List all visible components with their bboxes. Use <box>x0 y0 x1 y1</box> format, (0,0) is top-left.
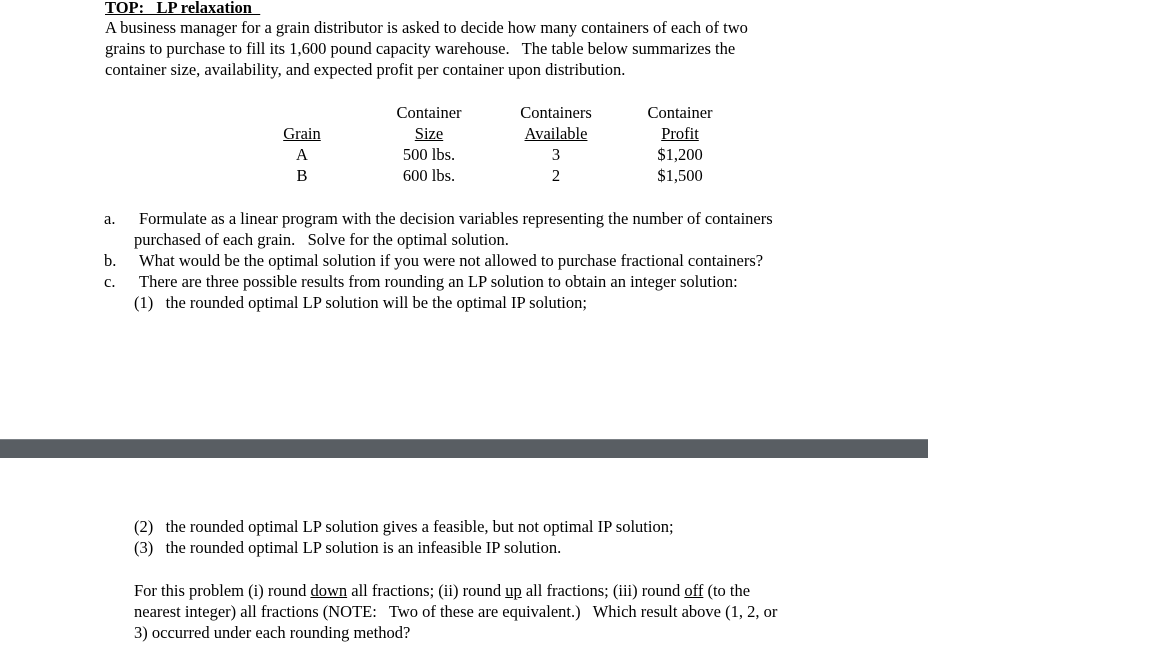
round-off-term: off <box>684 581 704 600</box>
size-column <box>379 102 479 186</box>
question-a-label: a. <box>104 209 116 228</box>
intro-paragraph <box>105 17 748 80</box>
question-b-label: b. <box>104 251 117 270</box>
page-divider-bar <box>0 439 928 458</box>
size-cell: 500 lbs. <box>402 145 456 164</box>
profit-cell: $1,500 <box>657 166 703 185</box>
intro-line: container size, availability, and expected profit per container upon distribution. <box>105 60 626 79</box>
intro-line: grains to purchase to fill its 1,600 pound capacity warehouse. The table below summarizes the <box>105 39 736 58</box>
size-header-bottom: Size <box>414 124 444 143</box>
grain-column <box>272 123 332 186</box>
size-cell: 600 lbs. <box>402 166 456 185</box>
available-cell: 2 <box>551 166 561 185</box>
result-item-3: (3) the rounded optimal LP solution is an infeasible IP solution. <box>134 538 562 557</box>
rounding-paragraph-line: nearest integer) all fractions (NOTE: Two of these are equivalent.) Which result above (1, 2, or <box>134 602 778 621</box>
result-item-1: (1) the rounded optimal LP solution will be the optimal IP solution; <box>134 293 587 312</box>
question-b-text: What would be the optimal solution if you were not allowed to purchase fractional containers? <box>139 251 764 270</box>
profit-header-top: Container <box>647 103 713 122</box>
profit-header-bottom: Profit <box>661 124 699 143</box>
rounding-text: all fractions; (iii) round <box>521 581 685 600</box>
available-column <box>506 102 606 186</box>
grain-cell: A <box>296 145 308 164</box>
rounding-paragraph-line: 3) occurred under each rounding method? <box>134 623 411 642</box>
profit-cell: $1,200 <box>657 145 703 164</box>
rounding-text: For this problem (i) round <box>134 581 311 600</box>
available-header-bottom: Available <box>524 124 588 143</box>
question-c-label: c. <box>104 272 116 291</box>
rounding-paragraph-line <box>134 580 750 601</box>
question-c-text: There are three possible results from rounding an LP solution to obtain an integer solution: <box>139 272 738 291</box>
available-header-top: Containers <box>520 103 592 122</box>
rounding-text: (to the <box>703 581 751 600</box>
profit-column <box>630 102 730 186</box>
grain-cell: B <box>296 166 308 185</box>
topic-heading: TOP: LP relaxation <box>105 0 261 17</box>
round-down-term: down <box>310 581 348 600</box>
question-a-text-cont: purchased of each grain. Solve for the optimal solution. <box>134 230 509 249</box>
result-item-2: (2) the rounded optimal LP solution gives a feasible, but not optimal IP solution; <box>134 517 674 536</box>
intro-line: A business manager for a grain distributor is asked to decide how many containers of each of two <box>105 18 748 37</box>
grain-header: Grain <box>283 124 321 143</box>
rounding-text: all fractions; (ii) round <box>347 581 506 600</box>
available-cell: 3 <box>551 145 561 164</box>
round-up-term: up <box>505 581 522 600</box>
size-header-top: Container <box>396 103 462 122</box>
question-a-text: Formulate as a linear program with the decision variables representing the number of containers <box>139 209 773 228</box>
